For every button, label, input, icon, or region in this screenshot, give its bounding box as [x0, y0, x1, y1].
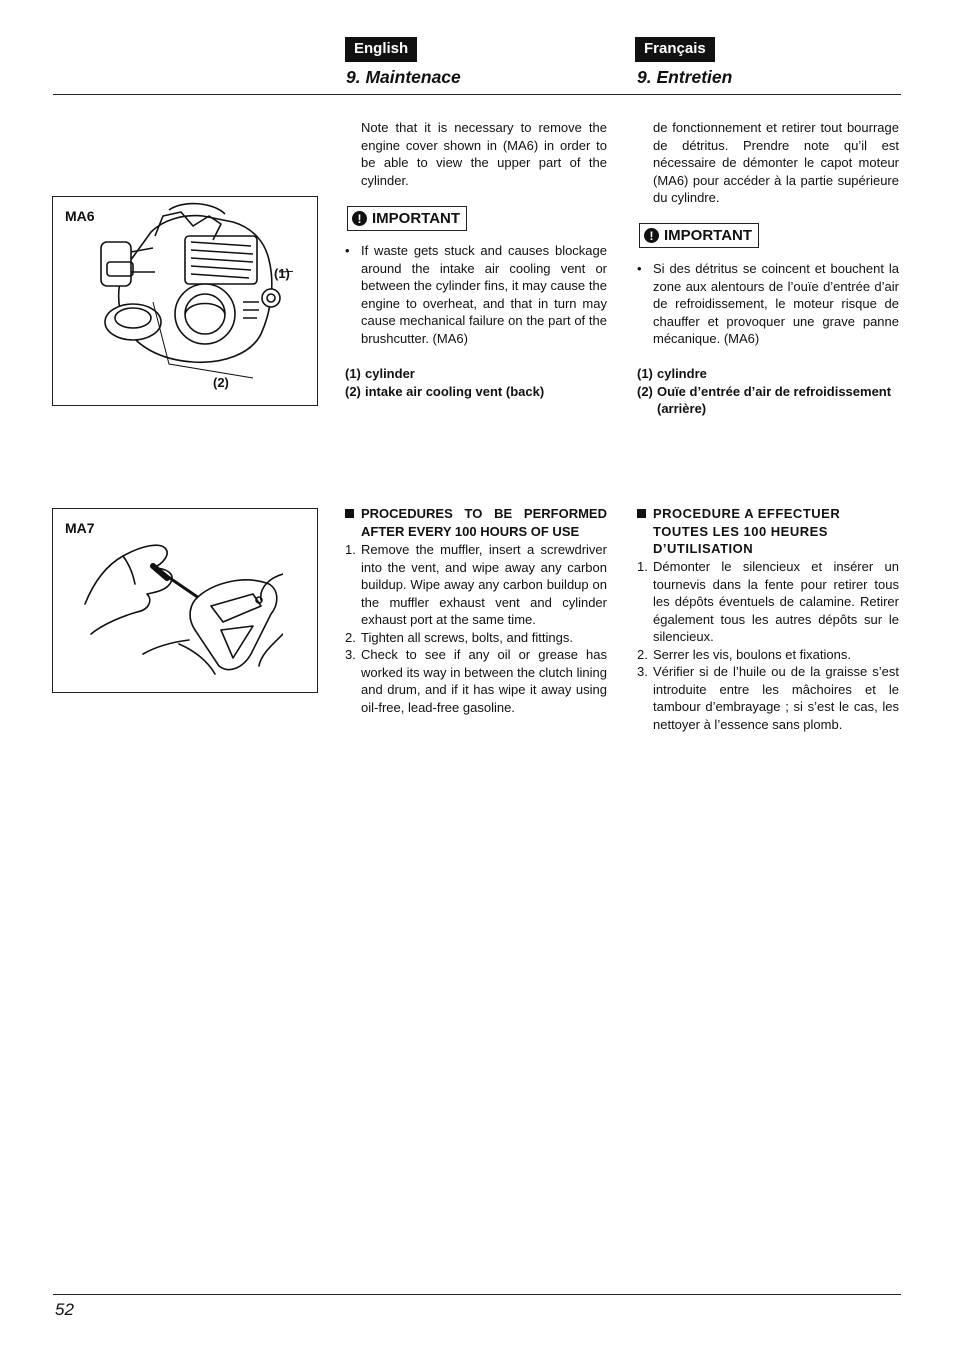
section-title-fr: 9. Entretien — [637, 67, 733, 87]
page-number: 52 — [55, 1300, 74, 1319]
en-intro-text: Note that it is necessary to remove the engine cover shown in (MA6) in order to be able to view the upper part of the cylinder. — [361, 120, 607, 188]
legend-item: (2) Ouïe d’entrée d’air de refroidissement (arrière) — [637, 383, 892, 416]
lang-tag-french: Français — [635, 37, 715, 62]
muffler-cleaning-illustration — [83, 534, 283, 679]
square-bullet-icon — [637, 505, 653, 558]
fr-important-bullet — [637, 260, 899, 348]
fr-important-box — [639, 223, 759, 248]
en-important-bullet — [345, 242, 607, 347]
exclamation-icon: ! — [352, 211, 367, 226]
footer-rule — [53, 1294, 901, 1295]
list-item: 2. Serrer les vis, boulons et fixations. — [637, 646, 851, 662]
important-label: IMPORTANT — [664, 227, 753, 244]
bullet-icon: • — [345, 243, 350, 258]
legend-item: (1) cylindre — [637, 366, 707, 381]
list-item: 1. Remove the muffler, insert a screwdriver into the vent, and wipe away any carbon buildup. Wipe away any carbon buildup on the muffler exhaust vent and cylinder exhaust port at the same time. — [345, 542, 607, 627]
important-label: IMPORTANT — [372, 210, 461, 227]
lang-tag-english: English — [345, 37, 417, 62]
en-procedures-heading: PROCEDURES TO BE PERFORMED AFTER EVERY 100 HOURS OF USE — [345, 505, 607, 540]
list-item: 1. Démonter le silencieux et insérer un tournevis dans la fente pour retirer tous les dépôts éventuels de calamine. Retirer également tous les autres dépôts sur le silencieux. — [637, 559, 899, 644]
list-item: 3. Check to see if any oil or grease has worked its way in between the clutch lining and drum, and if it has wipe it away using oil-free, lead-free gasoline. — [345, 647, 607, 715]
list-item: 3. Vérifier si de l’huile ou de la graisse s’est introduite entre les mâchoires et le tambour d’embrayage ; si s’est le cas, les nettoyer à l’essence sans plomb. — [637, 664, 899, 732]
bullet-icon: • — [637, 261, 642, 276]
bullet-text: Si des détritus se coincent et bouchent la zone aux alentours de l’ouïe d’entrée d’air de refroidissement, le moteur risque de chauffer et provoquer une grave panne mécanique. (MA6) — [653, 261, 899, 346]
square-bullet-icon — [345, 505, 361, 540]
fr-steps — [637, 558, 899, 733]
figure-ma7 — [52, 508, 318, 693]
exclamation-icon: ! — [644, 228, 659, 243]
legend-item: (1) cylinder — [345, 366, 415, 381]
en-legend — [345, 365, 607, 400]
engine-illustration — [93, 202, 293, 382]
fr-intro-text: de fonctionnement et retirer tout bourrage de détritus. Prendre note qu’il est nécessaire de démonter le capot moteur (MA6) pour accéder à la partie supérieure du cylindre. — [653, 120, 899, 205]
section-title-en: 9. Maintenace — [346, 67, 461, 87]
callout-1: (1) — [274, 266, 290, 281]
fr-procedures-heading: PROCEDURE A EFFECTUER TOUTES LES 100 HEURES D’UTILISATION — [637, 505, 899, 558]
en-important-box — [347, 206, 467, 231]
bullet-text: If waste gets stuck and causes blockage around the intake air cooling vent or between the cylinder fins, it may cause the engine to overheat, and that in turn may cause mechanical failure on the part of the brushcutter. (MA6) — [361, 243, 607, 346]
figure-label: MA7 — [65, 520, 95, 536]
en-steps — [345, 541, 607, 716]
header-rule — [53, 94, 901, 95]
legend-item: (2) intake air cooling vent (back) — [345, 383, 545, 399]
figure-label: MA6 — [65, 208, 95, 224]
fr-legend — [637, 365, 899, 418]
figure-ma6 — [52, 196, 318, 406]
callout-2: (2) — [213, 375, 229, 390]
list-item: 2. Tighten all screws, bolts, and fittings. — [345, 629, 573, 645]
